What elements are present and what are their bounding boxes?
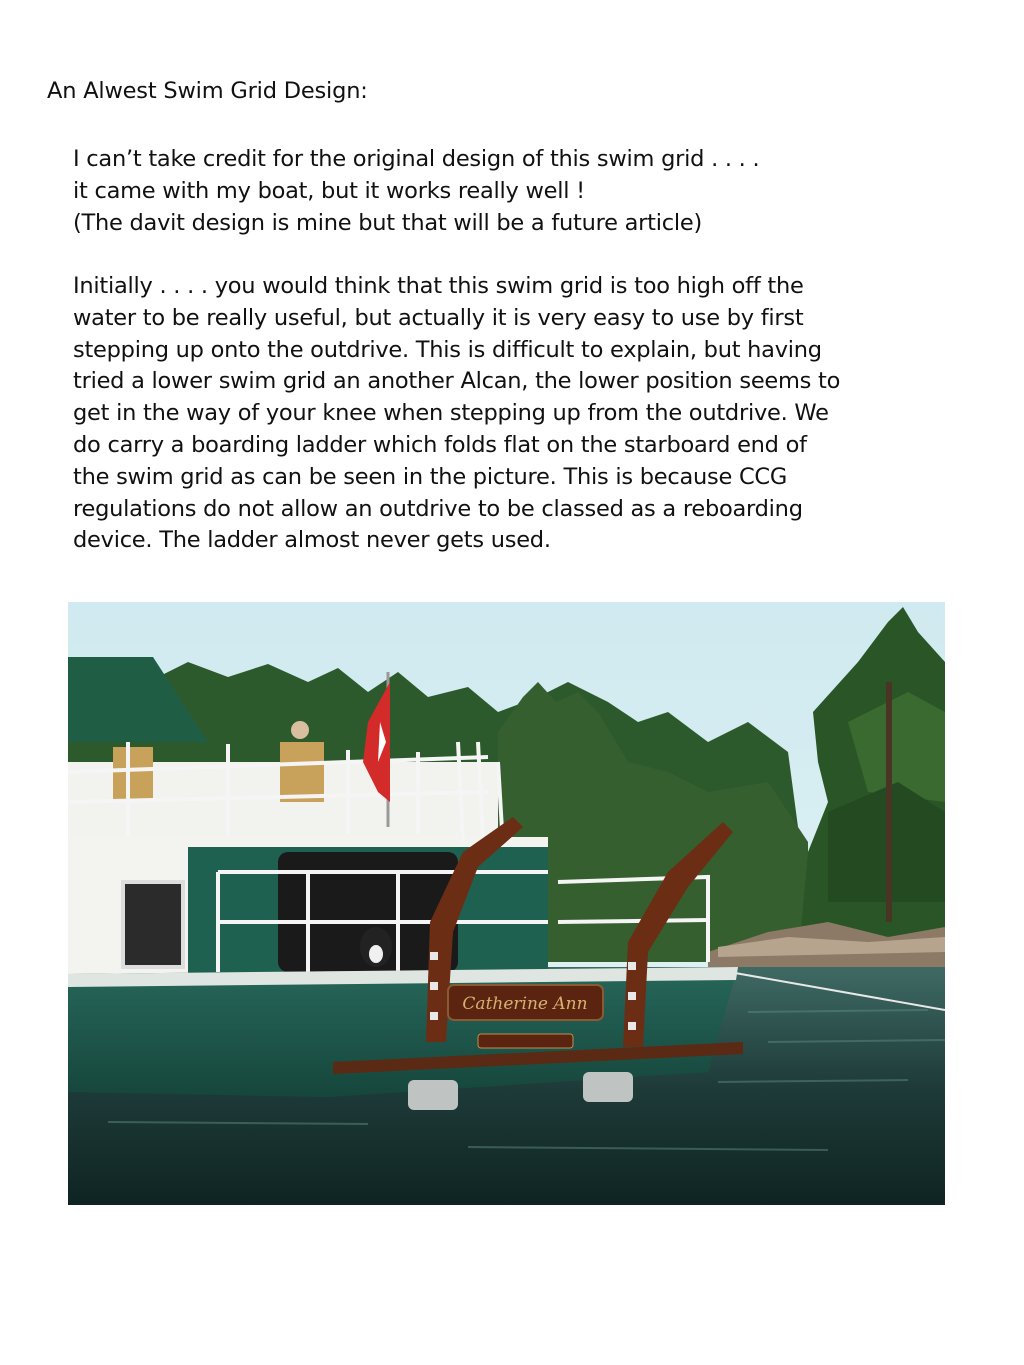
body-line: stepping up onto the outdrive. This is difficult to explain, but having: [73, 336, 822, 363]
boat-name-text: Catherine Ann: [462, 994, 588, 1014]
person: [291, 721, 309, 739]
body-line: regulations do not allow an outdrive to be classed as a reboarding: [73, 495, 803, 522]
outdrive: [408, 1080, 458, 1110]
body-line: get in the way of your knee when stepping up from the outdrive. We: [73, 400, 829, 427]
intro-paragraph: [73, 144, 759, 239]
boat-photo: [68, 602, 945, 1205]
body-line: water to be really useful, but actually it is very easy to use by first: [73, 304, 804, 331]
intro-line: (The davit design is mine but that will be a future article): [73, 209, 702, 236]
deck-chair: [280, 742, 324, 802]
boat-photo-illustration: [68, 602, 945, 1205]
outdrive: [583, 1072, 633, 1102]
body-line: device. The ladder almost never gets used.: [73, 527, 551, 554]
body-line: tried a lower swim grid an another Alcan, the lower position seems to: [73, 368, 841, 395]
document-title: An Alwest Swim Grid Design:: [47, 78, 368, 104]
intro-line: I can’t take credit for the original design of this swim grid . . . .: [73, 146, 760, 172]
body-line: Initially . . . . you would think that this swim grid is too high off the: [73, 273, 804, 299]
deck-chair: [113, 747, 153, 802]
body-paragraph: [73, 271, 840, 557]
intro-line: it came with my boat, but it works really well !: [73, 177, 585, 204]
body-line: do carry a boarding ladder which folds flat on the starboard end of: [73, 431, 807, 458]
cabin-window: [123, 882, 183, 967]
body-line: the swim grid as can be seen in the picture. This is because CCG: [73, 463, 788, 490]
home-port-plate: [478, 1034, 573, 1048]
